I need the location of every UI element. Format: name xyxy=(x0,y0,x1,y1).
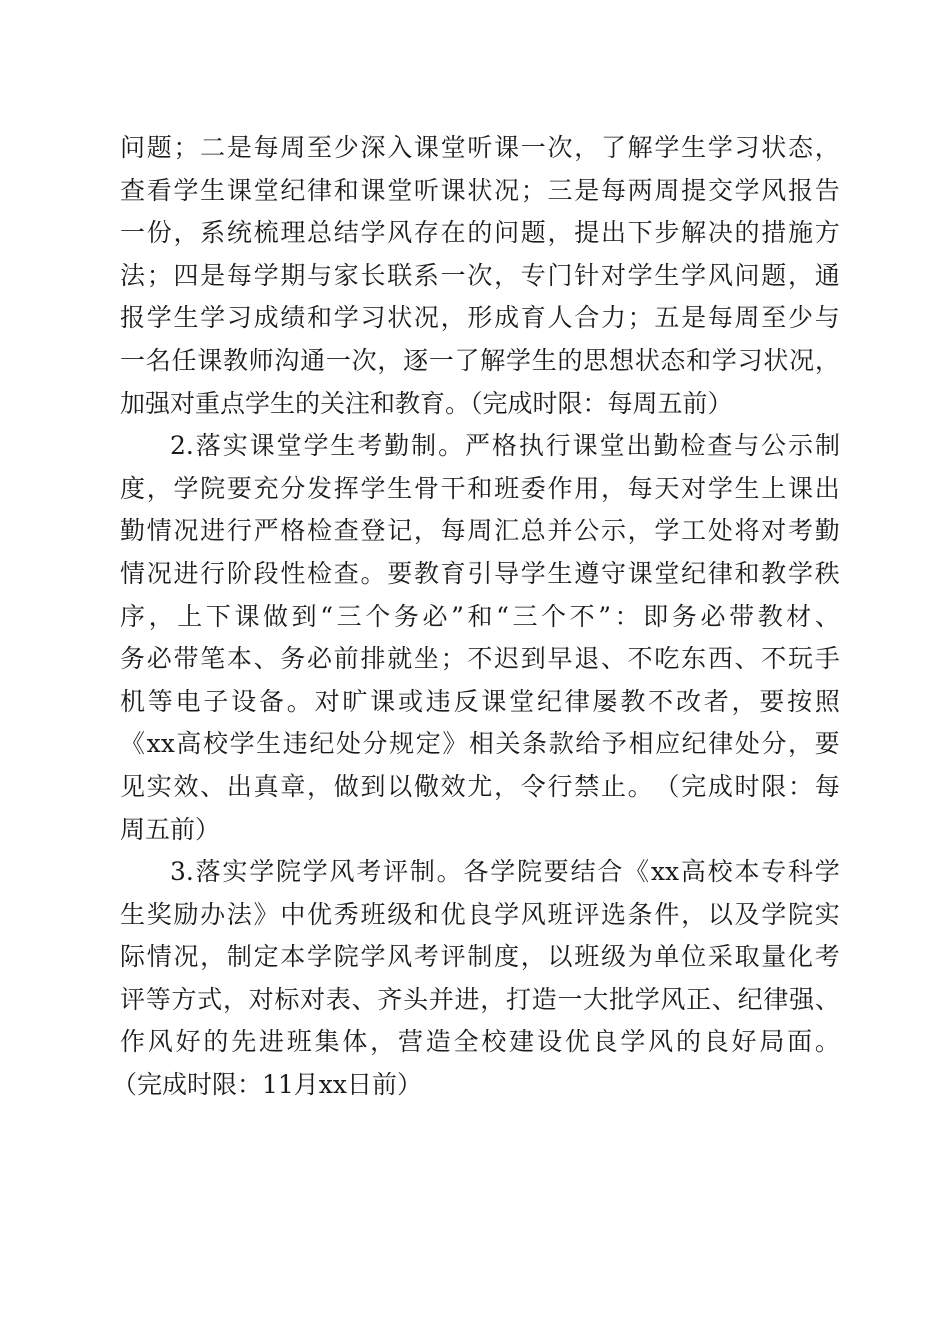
text-line: 《 xx 高 校 学 生 违 纪 处 分 规 定 》 相 关 条 款 给 予 相 应 纪 律 处 分 ， 要 xyxy=(120,729,840,759)
document-body xyxy=(112,127,840,1107)
text-line: 情 况 进 行 阶 段 性 检 查 。 要 教 育 引 导 学 生 遵 守 课 堂 纪 律 和 教 学 秩 xyxy=(120,558,840,588)
text-line: 周五前） xyxy=(120,814,221,844)
text-line: 一 份 ， 系 统 梳 理 总 结 学 风 存 在 的 问 题 ， 提 出 下 步 解 决 的 措 施 方 xyxy=(120,218,840,248)
text-line: 问 题 ； 二 是 每 周 至 少 深 入 课 堂 听 课 一 次 ， 了 解 学 生 学 习 状 态 ， xyxy=(120,133,840,162)
text-line: 度 ， 学 院 要 充 分 发 挥 学 生 骨 干 和 班 委 作 用 ， 每 天 对 学 生 上 课 出 xyxy=(120,473,840,503)
text-line: 际 情 况 ， 制 定 本 学 院 学 风 考 评 制 度 ， 以 班 级 为 单 位 采 取 量 化 考 xyxy=(120,942,840,972)
text-line: 2. 落 实 课 堂 学 生 考 勤 制 。 严 格 执 行 课 堂 出 勤 检 查 与 公 示 制 xyxy=(170,431,840,461)
text-line: 生 奖 励 办 法 》 中 优 秀 班 级 和 优 良 学 风 班 评 选 条 件 ， 以 及 学 院 实 xyxy=(120,899,840,929)
text-line: 机 等 电 子 设 备 。 对 旷 课 或 违 反 课 堂 纪 律 屡 教 不 改 者 ， 要 按 照 xyxy=(120,686,840,716)
text-line: 法 ； 四 是 每 学 期 与 家 长 联 系 一 次 ， 专 门 针 对 学 生 学 风 问 题 ， 通 xyxy=(120,260,840,290)
text-line: 查 看 学 生 课 堂 纪 律 和 课 堂 听 课 状 况 ； 三 是 每 两 周 提 交 学 风 报 告 xyxy=(120,175,840,205)
text-line: 加强对重点学生的关注和教育。（完成时限：每周五前） xyxy=(120,388,733,418)
text-line: 3. 落 实 学 院 学 风 考 评 制 。 各 学 院 要 结 合 《 xx 高 校 本 专 科 学 xyxy=(170,857,840,887)
text-line: 报 学 生 学 习 成 绩 和 学 习 状 况 ， 形 成 育 人 合 力 ； 五 是 每 周 至 少 与 xyxy=(120,303,840,333)
text-line: 见 实 效 、 出 真 章 ， 做 到 以 儆 效 尤 ， 令 行 禁 止 。 （ 完 成 时 限 ： 每 xyxy=(120,771,840,801)
text-line: 务 必 带 笔 本 、 务 必 前 排 就 坐 ； 不 迟 到 早 退 、 不 吃 东 西 、 不 玩 手 xyxy=(120,644,840,674)
text-line: 序 ， 上 下 课 做 到 “ 三 个 务 必 ” 和 “ 三 个 不 ” ： 即 务 必 带 教 材 、 xyxy=(120,601,840,631)
text-line: 评 等 方 式 ， 对 标 对 表 、 齐 头 并 进 ， 打 造 一 大 批 学 风 正 、 纪 律 强 、 xyxy=(120,984,840,1014)
text-line: 一 名 任 课 教 师 沟 通 一 次 ， 逐 一 了 解 学 生 的 思 想 状 态 和 学 习 状 况 ， xyxy=(120,345,840,375)
text-line: 作 风 好 的 先 进 班 集 体 ， 营 造 全 校 建 设 优 良 学 风 的 良 好 局 面 。 xyxy=(120,1027,840,1057)
text-line: 勤 情 况 进 行 严 格 检 查 登 记 ， 每 周 汇 总 并 公 示 ， 学 工 处 将 对 考 勤 xyxy=(120,516,840,546)
text-line: （完成时限：11月xx日前） xyxy=(112,1070,423,1100)
